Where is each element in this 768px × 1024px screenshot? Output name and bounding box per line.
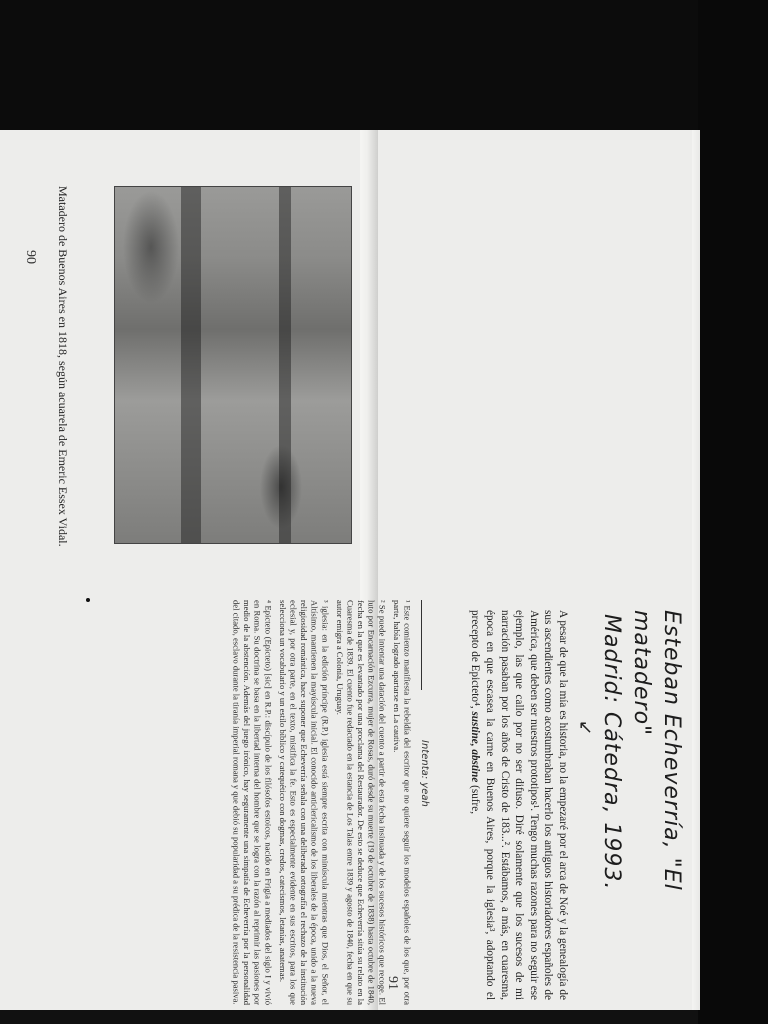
scanner-background-right (698, 0, 768, 1024)
scanner-background-top (0, 0, 768, 135)
handwritten-line-1: Esteban Echeverría, "El matadero" (629, 610, 684, 891)
footnote-3: ³ iglesia: en la edición príncipe (R.P.) iglesia está siempre escrita con minúscula mientras que Dios, el Señor, el Altísimo, mantienen la mayúscula inicial. El conocido anticlericalismo de los liberales de la época, unido a la nueva religiosidad romántica, hace suponer que Echeverría señala con una deliberada ortografía el rechazo de la institución eclesial y, por otra parte, en el texto, mistifica la fe. Esto es especialmente evidente en sus escritos, para los que selecciona un vocabulario y un estilo bíblico y catequético con dogmas, credos, catecismos, letanías, anatemas. (277, 600, 330, 1005)
paragraph-text-end: (sufre, (469, 785, 482, 814)
footnote-1: ¹ Este comienzo manifiesta la rebeldía del escritor que no quiere seguir los modelos españoles de los que, por otra parte, había logrado apartarse en La cautiva. (391, 600, 412, 1005)
illustration-caption: Matadero de Buenos Aires en 1818, según acuarela de Emeric Essex Vidal. (56, 186, 70, 547)
page-number-91: 91 (385, 976, 400, 990)
footnotes (227, 600, 412, 1005)
footnote-2: ² Se puede intentar una datación del cuento a partir de esta fecha insinuada y de los sucesos históricos que recoge. El luto por Encarnación Ezcurra, mujer de Rosas, duró desde su muerte (19 de octubre de 1838) hasta octubre de 1840, fecha en la que es levantado por una proclama del Restaurador. De esto se deduce que Echeverría sitúa su relato en la Cuaresma de 1839. El cuento fue redactado en la estancia de Los Talas entre 1839 y agosto de 1840, fecha en que su autor emigra a Colonia, Uruguay. (334, 600, 387, 1005)
page-number-90: 90 (23, 250, 38, 264)
handwritten-scribble: Intenta: yeah (419, 740, 430, 807)
paragraph-text: A pesar de que la mía es historia, no la empezaré por el arca de Noé y la genealogía de sus ascendientes como acostumbraban hacerlo los antiguos historiadores españoles de América, que deben ser nuestros prototipos¹. Tengo muchas razones para no seguir ese ejemplo, las que callo por no ser difuso. Diré solamente que los sucesos de mi narración pasaban por los años de Cristo de 183...². Estábamos, a más, en cuaresma, época en que escasea la carne en Buenos Aires, porque la iglesia³, adoptando el precepto de Epicteto⁴, (469, 610, 569, 1000)
latin-phrase: sustine, abstine (469, 711, 482, 783)
footnote-layer (0, 130, 700, 1010)
pencil-mark: ↙ (576, 720, 596, 736)
footnote-rule (421, 600, 422, 690)
handwritten-line-2: Madrid: Cátedra, 1993. (599, 614, 624, 891)
footnote-4: ⁴ Epicteto (Epicteto) [sic] en R.P.: discípulo de los filósofos estoicos, nacido en Frigia a mediados del siglo I y vivió en Roma. Su doctrina se basa en la libertad interna del hombre que se logra con la razón al reprimir las pasiones por medio de la abstención. Además del juego irónico, hay seguramente una simpatía de Echeverría por la personalidad del citado, esclavo durante la tiranía imperial romana y que debió su popularidad a su prédica de la resistencia pasiva. (231, 600, 273, 1005)
